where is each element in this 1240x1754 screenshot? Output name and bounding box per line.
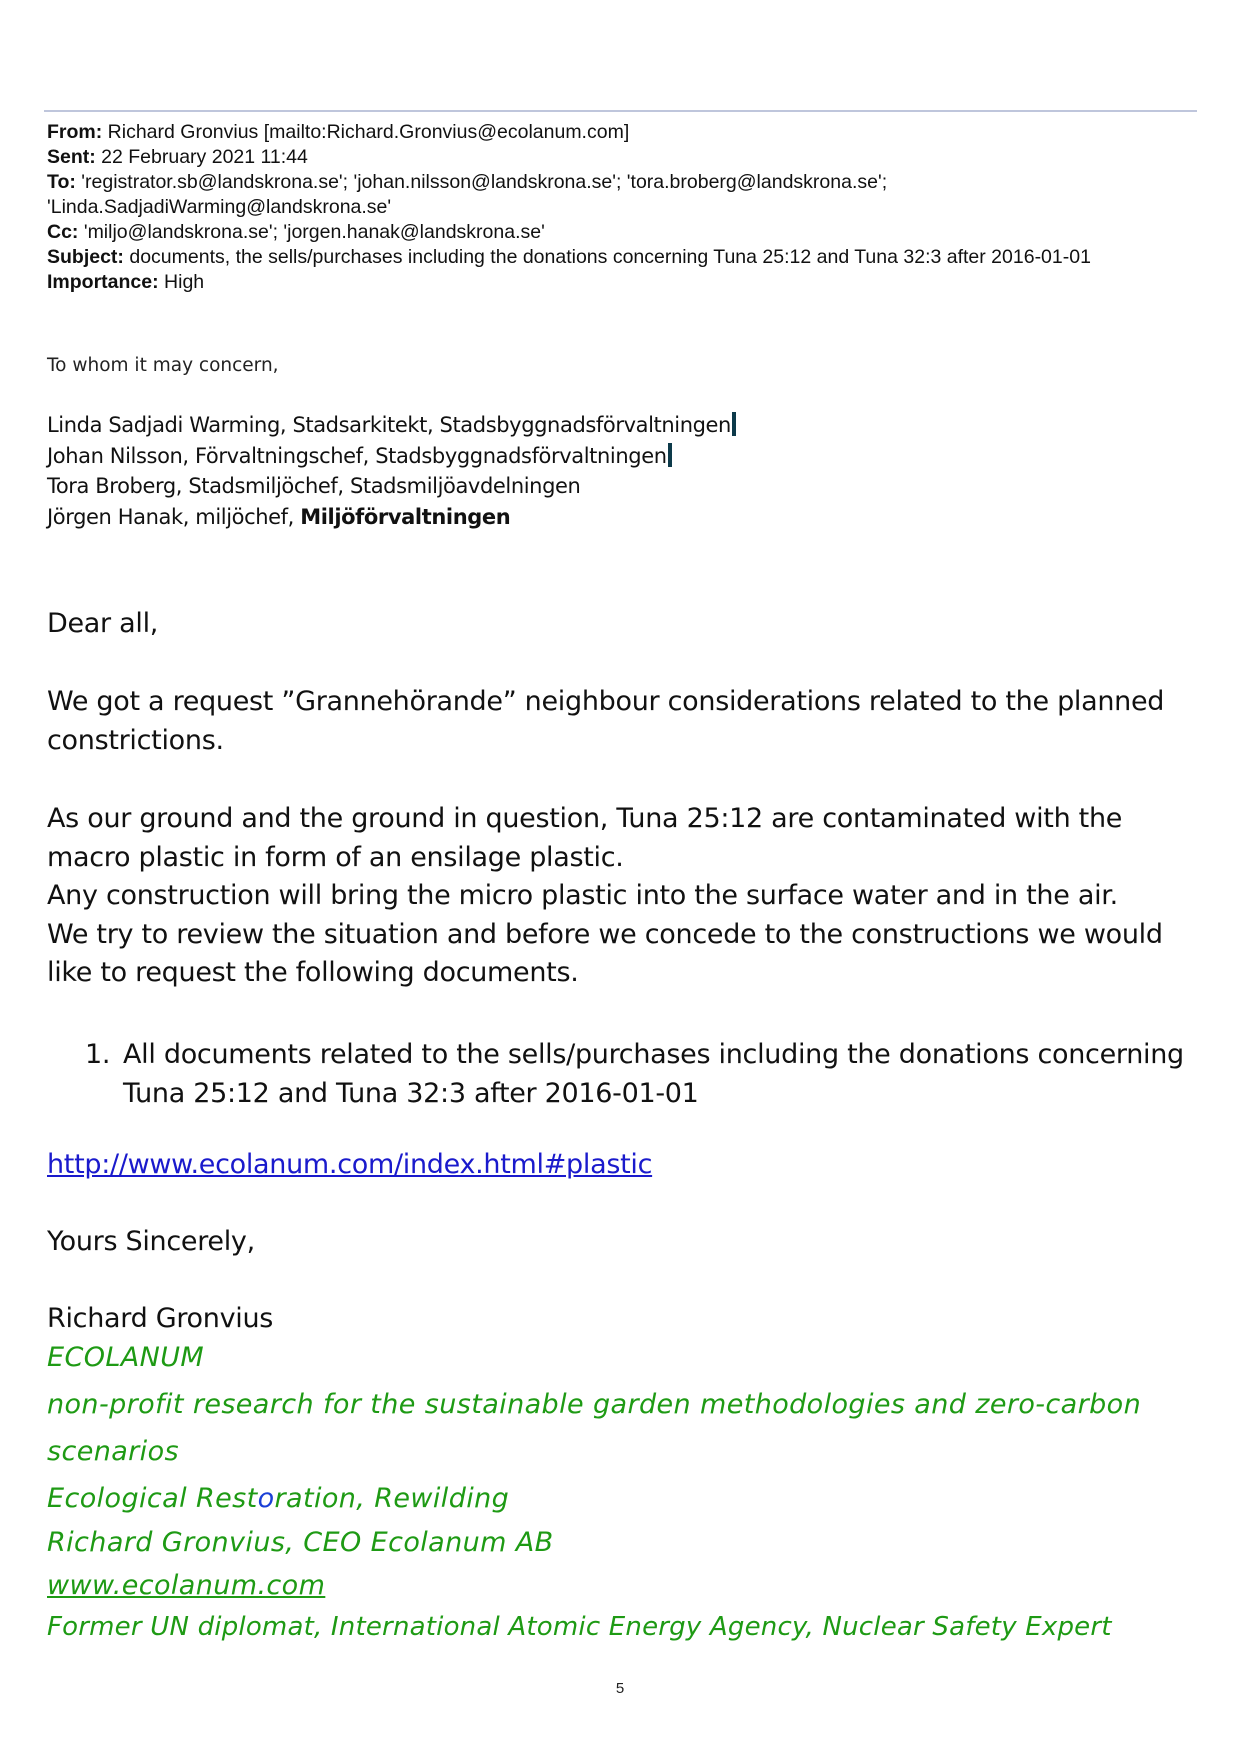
signature-title: Richard Gronvius, CEO Ecolanum AB [47, 1527, 554, 1558]
cc-row [47, 220, 1207, 245]
signature-focus-part2: ration, Rewilding [274, 1483, 510, 1514]
signature-credentials: Former UN diplomat, International Atomic Energy Agency, Nuclear Safety Expert [47, 1612, 1112, 1642]
signature-focus [47, 1483, 1217, 1514]
importance-value: High [158, 271, 205, 293]
subject-row [47, 245, 1207, 270]
to-value-line2: 'Linda.SadjadiWarming@landskrona.se' [47, 196, 392, 218]
recipient-2 [47, 441, 736, 472]
paragraph-line: As our ground and the ground in question, Tuna 25:12 are contaminated with the [47, 803, 1123, 834]
from-label: From: [47, 121, 103, 143]
paragraph-line: macro plastic in form of an ensilage plastic. [47, 841, 624, 873]
text-cursor-mark [732, 412, 736, 436]
text-cursor-mark [668, 443, 672, 467]
email-header [47, 120, 1207, 295]
sent-row [47, 145, 1207, 170]
recipient-1-name: Linda Sadjadi Warming, [47, 413, 293, 437]
list-line: All documents related to the sells/purchases including the donations concerning [123, 1039, 1184, 1070]
paragraph-request [47, 683, 1207, 760]
sender-name: Richard Gronvius [47, 1303, 274, 1334]
recipient-1-title: Stadsarkitekt, Stadsbyggnadsförvaltningen [292, 413, 731, 437]
signature-org: ECOLANUM [47, 1342, 205, 1373]
header-divider [44, 110, 1197, 112]
ecolanum-plastic-link[interactable]: http://www.ecolanum.com/index.html#plastic [47, 1149, 653, 1180]
to-row [47, 170, 1207, 195]
intro-line: To whom it may concern, [47, 355, 279, 376]
signature-focus-letter: o [257, 1483, 275, 1514]
signature-focus-part1: Ecological Rest [47, 1483, 258, 1514]
recipient-3 [47, 471, 736, 502]
importance-label: Importance: [47, 271, 159, 293]
subject-value: documents, the sells/purchases including the donations concerning Tuna 25:12 and Tuna 32:3 after 2016-01-01 [123, 246, 1091, 268]
recipient-list [47, 410, 736, 532]
importance-row [47, 270, 1207, 295]
list-text [123, 1036, 1205, 1113]
paragraph-line: Any construction will bring the micro plastic into the surface water and in the air. [47, 880, 1118, 911]
recipient-4-name: Jörgen Hanak, miljöchef, [47, 504, 301, 529]
recipient-4-dept: Miljöförvaltningen [300, 504, 511, 529]
paragraph-contamination [47, 800, 1207, 993]
from-value: Richard Gronvius [mailto:Richard.Gronvius@ecolanum.com] [102, 121, 630, 143]
subject-label: Subject: [47, 246, 124, 268]
cc-value: 'miljo@landskrona.se'; 'jorgen.hanak@landskrona.se' [78, 221, 545, 243]
paragraph-line: We got a request ”Grannehörande” neighbour considerations related to the planned [47, 686, 1165, 717]
list-number: 1. [85, 1039, 111, 1070]
sent-value: 22 February 2021 11:44 [95, 146, 308, 168]
cc-label: Cc: [47, 221, 79, 243]
sent-label: Sent: [47, 146, 96, 168]
signature-tagline: non-profit research for the sustainable garden methodologies and zero-carbon [47, 1389, 1142, 1420]
to-label: To: [47, 171, 76, 193]
page-number: 5 [615, 1680, 625, 1697]
to-value-line1: 'registrator.sb@landskrona.se'; 'johan.nilsson@landskrona.se'; 'tora.broberg@landskrona.se'; [75, 171, 888, 193]
signature-website-link[interactable]: www.ecolanum.com [47, 1570, 326, 1601]
recipient-3-name: Tora Broberg, [47, 474, 189, 498]
paragraph-line: We try to review the situation and before we concede to the constructions we would [47, 918, 1163, 950]
recipient-4 [47, 502, 736, 533]
numbered-list-item [85, 1036, 1205, 1113]
recipient-2-text: Johan Nilsson, Förvaltningschef, Stadsbyggnadsförvaltningen [47, 443, 667, 468]
recipient-1 [47, 410, 736, 441]
from-row [47, 120, 1207, 145]
list-line: Tuna 25:12 and Tuna 32:3 after 2016-01-01 [123, 1077, 699, 1109]
to-row-continued [47, 195, 1207, 220]
paragraph-line: like to request the following documents. [47, 957, 579, 988]
paragraph-line: constrictions. [47, 724, 224, 756]
greeting: Dear all, [47, 608, 159, 639]
closing: Yours Sincerely, [47, 1226, 255, 1257]
signature-tagline-continued: scenarios [47, 1436, 179, 1467]
recipient-3-title: Stadsmiljöchef, Stadsmiljöavdelningen [188, 474, 581, 498]
